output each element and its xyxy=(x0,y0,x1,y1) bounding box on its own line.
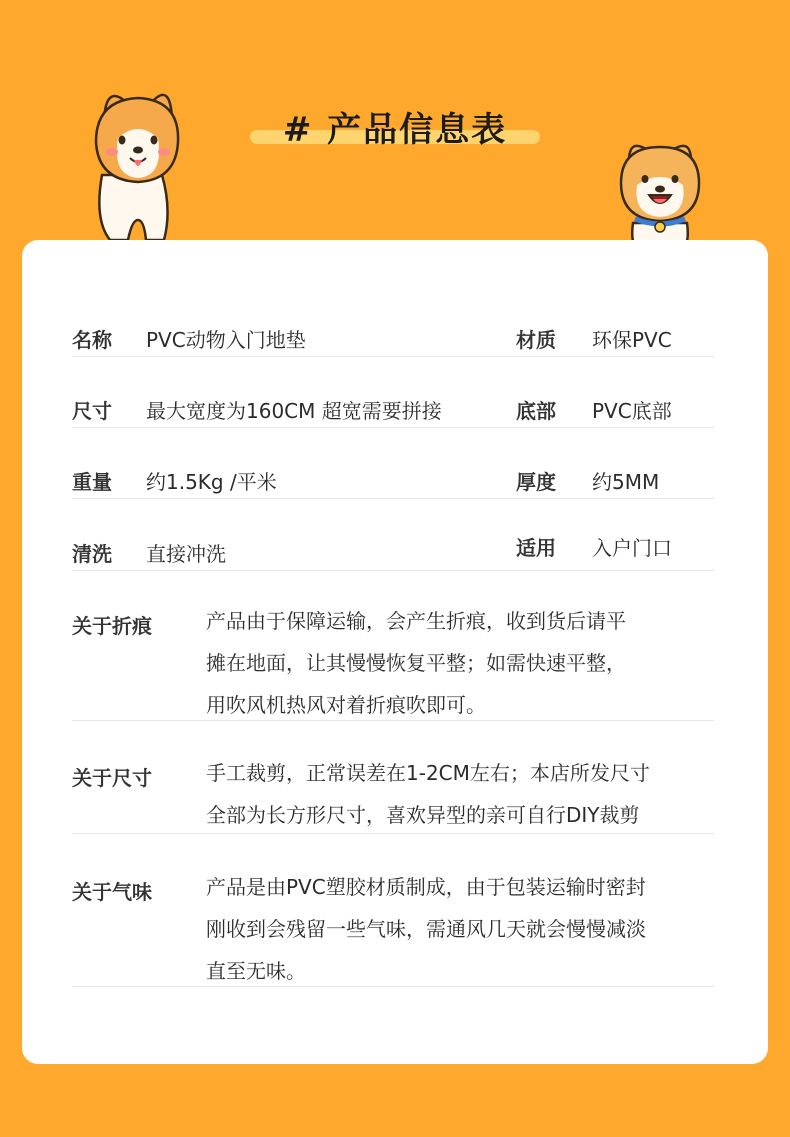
spec-label: 适用 xyxy=(516,536,556,560)
spec-label: 底部 xyxy=(516,399,556,423)
note-label: 关于尺寸 xyxy=(72,766,152,790)
spec-row xyxy=(72,387,714,428)
note-text: 手工裁剪，正常误差在1-2CM左右；本店所发尺寸 全部为长方形尺寸，喜欢异型的亲可自行DIY裁剪 xyxy=(206,761,650,827)
spec-label: 尺寸 xyxy=(72,399,112,423)
spec-label: 名称 xyxy=(72,328,112,352)
spec-value: PVC底部 xyxy=(592,399,672,423)
spec-row xyxy=(72,316,714,357)
spec-value: 约1.5Kg /平米 xyxy=(146,470,277,494)
spec-label: 清洗 xyxy=(72,542,112,566)
spec-label: 重量 xyxy=(72,470,112,494)
shiba-dog-icon xyxy=(615,135,705,253)
note-row xyxy=(72,758,714,834)
spec-label: 厚度 xyxy=(516,470,556,494)
page-title: # 产品信息表 xyxy=(282,110,508,150)
spec-label: 材质 xyxy=(516,328,556,352)
spec-row xyxy=(72,502,714,571)
note-text: 产品由于保障运输，会产生折痕，收到货后请平 摊在地面，让其慢慢恢复平整；如需快速平整， 用吹风机热风对着折痕吹即可。 xyxy=(206,609,626,717)
spec-row xyxy=(72,458,714,499)
note-label: 关于气味 xyxy=(72,880,152,904)
note-row xyxy=(72,606,714,721)
spec-value: 最大宽度为160CM 超宽需要拼接 xyxy=(146,399,442,423)
info-card xyxy=(22,240,768,1064)
spec-value: 入户门口 xyxy=(592,536,672,560)
spec-value: 直接冲洗 xyxy=(146,542,226,566)
note-text: 产品是由PVC塑胶材质制成，由于包装运输时密封 刚收到会残留一些气味，需通风几天就会慢慢减淡 直至无味。 xyxy=(206,875,646,983)
note-label: 关于折痕 xyxy=(72,614,152,638)
spec-value: 约5MM xyxy=(592,470,660,494)
spec-value: 环保PVC xyxy=(592,328,672,352)
note-row xyxy=(72,870,714,987)
corgi-dog-icon xyxy=(88,80,188,245)
spec-value: PVC动物入门地垫 xyxy=(146,328,306,352)
title-block xyxy=(250,100,540,150)
